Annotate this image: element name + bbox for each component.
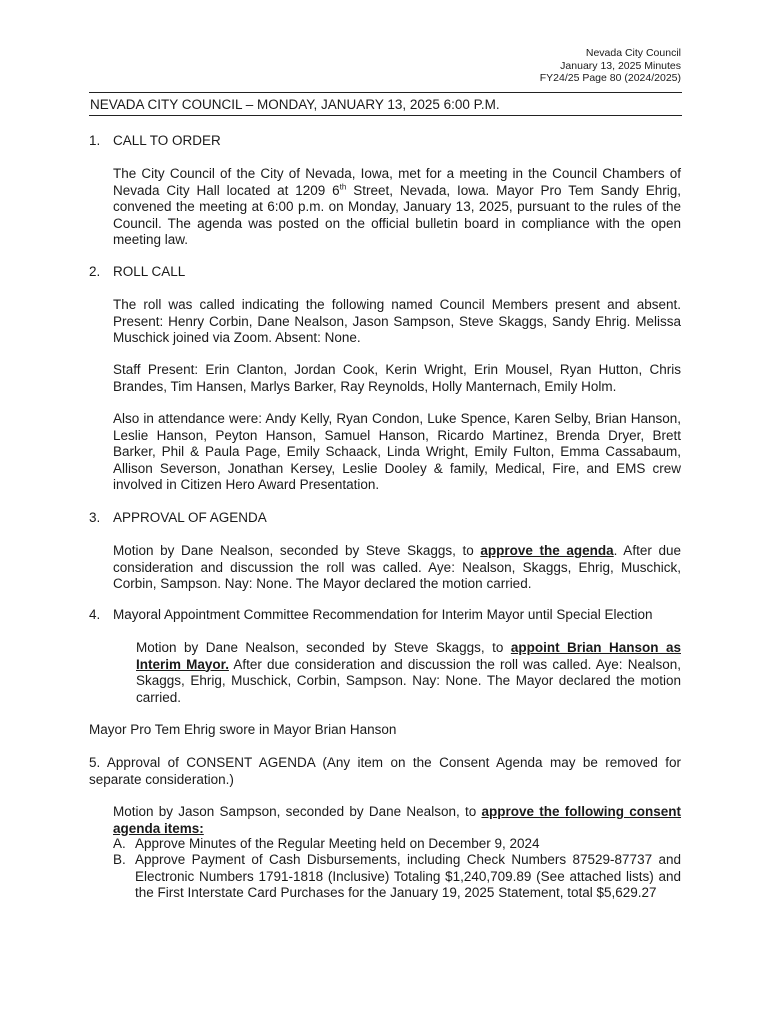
section-number: 1.: [89, 133, 101, 148]
list-item-text: Approve Minutes of the Regular Meeting held on December 9, 2024: [135, 836, 540, 851]
section-1-heading: [89, 133, 681, 150]
section-title: CALL TO ORDER: [113, 133, 221, 148]
header-council-name: Nevada City Council: [585, 47, 681, 59]
section-2-heading: [89, 264, 681, 281]
section-title: Mayoral Appointment Committee Recommendation for Interim Mayor until Special Election: [113, 607, 653, 622]
consent-item-a: [113, 836, 681, 853]
consent-item-b: [113, 852, 681, 902]
section-number: 4.: [89, 607, 101, 622]
staff-present-paragraph: Staff Present: Erin Clanton, Jordan Cook, Kerin Wright, Erin Mousel, Ryan Hutton, Chris Brandes, Tim Hansen, Marlys Barker, Ray Reynolds, Holly Manternach, Emily Holm.: [113, 362, 681, 394]
attendance-paragraph: Also in attendance were: Andy Kelly, Ryan Condon, Luke Spence, Karen Selby, Brian Hanson, Leslie Hanson, Peyton Hanson, Samuel Hanson, Ricardo Martinez, Brenda Dryer, Brett Barker, Phil & Paula Page, Emily Schaack, Linda Wright, Emily Fulton, Emma Cassabaum, Allison Severson, Jonathan Kersey, Leslie Dooley & family, Medical, Fire, and EMS crew involved in Citizen Hero Award Presentation.: [113, 411, 681, 492]
roll-call-present-paragraph: The roll was called indicating the following named Council Members present and absent. Present: Henry Corbin, Dane Nealson, Jason Sampson, Steve Skaggs, Sandy Ehrig. Melissa Muschick joined via Zoom. Absent: None.: [113, 297, 681, 345]
section-1-paragraph: The City Council of the City of Nevada, Iowa, met for a meeting in the Council Chambers of Nevada City Hall located at 1209 6th Street, Nevada, Iowa. Mayor Pro Tem Sandy Ehrig, convened the meeting at 6:00 p.m. on Monday, January 13, 2025, pursuant to the rules of the Council. The agenda was posted on the official bulletin board in compliance with the open meeting law.: [113, 166, 681, 247]
section-title: ROLL CALL: [113, 264, 186, 279]
section-number: 2.: [89, 264, 101, 279]
section-5-heading: 5. Approval of CONSENT AGENDA (Any item on the Consent Agenda may be removed for separate consideration.): [89, 755, 681, 787]
document-title: NEVADA CITY COUNCIL – MONDAY, JANUARY 13, 2025 6:00 P.M.: [89, 92, 682, 116]
page-header: [540, 47, 681, 85]
header-minutes-date: January 13, 2025 Minutes: [560, 59, 681, 72]
header-page-number: FY24/25 Page 80 (2024/2025): [539, 72, 681, 84]
section-title: APPROVAL OF AGENDA: [113, 510, 267, 525]
section-number: 3.: [89, 510, 101, 525]
list-item-label: B.: [113, 852, 126, 867]
consent-agenda-motion: Motion by Jason Sampson, seconded by Dane Nealson, to approve the following consent agenda items:: [113, 804, 682, 836]
list-item-text: Approve Payment of Cash Disbursements, including Check Numbers 87529-87737 and Electronic Numbers 1791-1818 (Inclusive) Totaling $1,240,709.89 (See attached lists) and the First Interstate Card Purchases for the January 19, 2025 Statement, total $5,629.27: [135, 852, 681, 900]
approval-agenda-motion: Motion by Dane Nealson, seconded by Steve Skaggs, to approve the agenda. After due consideration and discussion the roll was called. Aye: Nealson, Skaggs, Ehrig, Muschick, Corbin, Sampson. Nay: None. The Mayor declared the motion carried.: [113, 543, 681, 591]
list-item-label: A.: [113, 836, 126, 851]
swearing-in-note: Mayor Pro Tem Ehrig swore in Mayor Brian Hanson: [89, 722, 397, 737]
section-3-heading: [89, 510, 681, 527]
section-4-heading: [89, 607, 681, 624]
interim-mayor-motion: Motion by Dane Nealson, seconded by Steve Skaggs, to appoint Brian Hanson as Interim Mayor. After due consideration and discussion the roll was called. Aye: Nealson, Skaggs, Ehrig, Muschick, Corbin, Sampson. Nay: None. The Mayor declared the motion carried.: [136, 640, 682, 705]
